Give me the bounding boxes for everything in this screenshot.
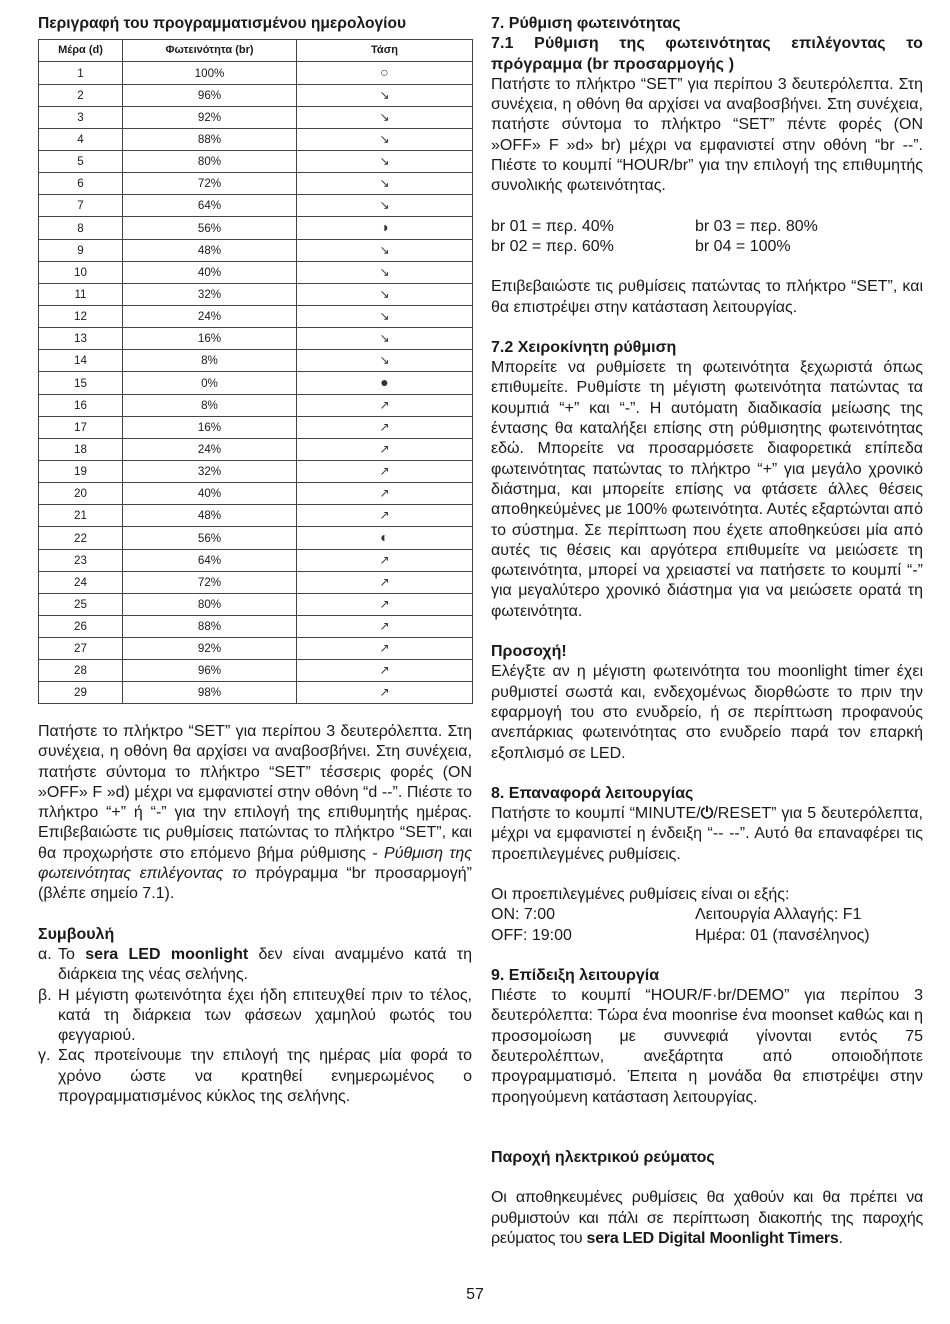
trend-cell — [297, 151, 473, 173]
table-row — [39, 62, 473, 85]
trend-cell — [297, 461, 473, 483]
caution-text: Ελέγξτε αν η μέγιστη φωτεινότητα του moonlight timer έχει ρυθμιστεί σωστά και, ενδεχομένως διορθώστε το πριν την εφαρμογή του στο ενυδρείο, ή σε περίπτωση προφανούς ανεπάρκιας φωτεινότητας στο ενυδρείο παρά τον επαρκή εξοπλισμό σε LED. — [491, 663, 923, 762]
br-level-04: br 04 = 100% — [695, 237, 791, 255]
day-cell: 24 — [39, 572, 123, 594]
table-row — [39, 638, 473, 660]
day-cell: 14 — [39, 350, 123, 372]
trend-cell — [297, 107, 473, 129]
brightness-cell: 96% — [123, 660, 297, 682]
default-mode: Λειτουργία Αλλαγής: F1 — [695, 906, 862, 924]
table-row — [39, 195, 473, 217]
day-cell: 29 — [39, 682, 123, 704]
new-moon-icon: ● — [380, 374, 389, 390]
arrow-up-right-icon: ↗ — [379, 641, 390, 655]
arrow-up-right-icon: ↗ — [379, 420, 390, 434]
tip-item — [38, 945, 472, 986]
defaults-list — [491, 905, 923, 946]
table-row — [39, 660, 473, 682]
brightness-cell: 8% — [123, 395, 297, 417]
brightness-cell: 80% — [123, 594, 297, 616]
trend-cell — [297, 129, 473, 151]
br-level-02: br 02 = περ. 60% — [491, 237, 614, 255]
page-number: 57 — [466, 1286, 484, 1303]
trend-cell — [297, 350, 473, 372]
table-row — [39, 483, 473, 505]
trend-cell — [297, 328, 473, 350]
brightness-cell: 56% — [123, 527, 297, 550]
tip-marker: α. — [38, 945, 52, 963]
arrow-up-right-icon: ↗ — [379, 597, 390, 611]
table-row — [39, 173, 473, 195]
arrow-up-right-icon: ↗ — [379, 619, 390, 633]
power-supply-text-post: . — [838, 1229, 843, 1247]
day-cell: 2 — [39, 85, 123, 107]
arrow-down-right-icon: ↘ — [379, 176, 390, 190]
power-supply-title: Παροχή ηλεκτρικού ρεύματος — [491, 1148, 715, 1166]
day-cell: 25 — [39, 594, 123, 616]
section-7-2-text: Μπορείτε να ρυθμίσετε τη φωτεινότητα ξεχωριστά όπως επιθυμείτε. Ρυθμίστε τη μέγιστη φωτεινότητα πατώντας τα κουμπιά “+” και “-”. Η αυτόματη διαδικασία μείωσης της έντασης θα καταλήξει επίσης στη ρύθμισητης φωτεινότητας εδώ. Μπορείτε να προσαρμόσετε διαφορετικά επίπεδα φωτεινότητας πατώντας το πλήκτρο “+” για μεγάλο χρονικό διάστημα, και μπορείτε επίσης να φτάσετε άλλες θέσεις αποθηκεύμένες με 100% φωτεινότητα. Αυτές εξαρτώνται από το σύστημα. Σε περίπτωση που έχετε αποθηκεύσει μία από αυτές τις θέσεις και αργότερα επιθυμείτε να μειώσετε τη φωτεινότητα, μπορεί να χρειαστεί να πατήσετε το κουμπί “-” για μεγαλύτερο χρονικό διάστημα για να μειώσετε ορατά τη φωτεινότητα. — [491, 359, 923, 620]
tip-text-pre: Το — [58, 945, 86, 963]
section-9-title: 9. Επίδειξη λειτουργία — [491, 966, 660, 984]
set-day-text: Πατήστε το πλήκτρο “SET” για περίπου 3 δευτερόλεπτα. Στη συνέχεια, η οθόνη θα αρχίσει να αναβοσβήνει. Στη συνέχεια, πατήστε σύντομα το πλήκτρο “SET” τέσσερις φορές (ON »OFF» F »d) μέχρι να εμφανιστεί στην οθόνη “d --”. Πιέστε το πλήκτρο “+” ή “-” για την επιλογή της επιθυμητής ημέρας. Επιβεβαιώστε τις ρυθμίσεις πατώντας το πλήκτρο “SET”, και θα προχωρήστε στο επόμενο βήμα ρύθμισης - — [38, 723, 472, 862]
section-7-1-confirm: Επιβεβαιώστε τις ρυθμίσεις πατώντας το πλήκτρο “SET”, και θα επιστρέψει στην κατάσταση λειτουργίας. — [491, 278, 923, 316]
trend-cell — [297, 550, 473, 572]
table-row — [39, 372, 473, 395]
brightness-cell: 24% — [123, 439, 297, 461]
arrow-up-right-icon: ↗ — [379, 508, 390, 522]
table-row — [39, 616, 473, 638]
brightness-cell: 88% — [123, 129, 297, 151]
brightness-cell: 96% — [123, 85, 297, 107]
table-row — [39, 350, 473, 372]
day-cell: 26 — [39, 616, 123, 638]
day-cell: 20 — [39, 483, 123, 505]
tip-text — [58, 945, 472, 986]
trend-cell — [297, 417, 473, 439]
brightness-cell: 100% — [123, 62, 297, 85]
section-8-text — [491, 804, 923, 865]
brightness-cell: 56% — [123, 217, 297, 240]
trend-cell — [297, 395, 473, 417]
day-cell: 12 — [39, 306, 123, 328]
table-row — [39, 284, 473, 306]
brightness-cell: 48% — [123, 505, 297, 527]
arrow-up-right-icon: ↗ — [379, 553, 390, 567]
trend-cell — [297, 284, 473, 306]
brightness-cell: 8% — [123, 350, 297, 372]
day-cell: 5 — [39, 151, 123, 173]
arrow-up-right-icon: ↗ — [379, 398, 390, 412]
brightness-cell: 92% — [123, 638, 297, 660]
trend-cell — [297, 572, 473, 594]
tip-marker: γ. — [38, 1047, 51, 1065]
trend-cell — [297, 638, 473, 660]
table-row — [39, 262, 473, 284]
brightness-cell: 40% — [123, 262, 297, 284]
set-day-italic: Ρύθμιση της φωτεινότητας επιλέγοντας το — [38, 844, 473, 883]
trend-cell — [297, 262, 473, 284]
day-cell: 21 — [39, 505, 123, 527]
trend-cell — [297, 660, 473, 682]
brightness-cell: 32% — [123, 284, 297, 306]
day-cell: 1 — [39, 62, 123, 85]
left-column — [38, 14, 472, 1107]
table-row — [39, 129, 473, 151]
caution-title: Προσοχή! — [491, 643, 567, 661]
day-cell: 15 — [39, 372, 123, 395]
arrow-down-right-icon: ↘ — [379, 88, 390, 102]
table-row — [39, 395, 473, 417]
tip-text-bold: sera LED moonlight — [85, 945, 249, 963]
table-header-row — [39, 40, 473, 62]
brightness-cell: 16% — [123, 328, 297, 350]
full-moon-icon: ○ — [380, 64, 389, 80]
day-cell: 16 — [39, 395, 123, 417]
default-day: Ημέρα: 01 (πανσέληνος) — [695, 926, 870, 944]
day-cell: 7 — [39, 195, 123, 217]
brightness-cell: 40% — [123, 483, 297, 505]
set-day-paragraph — [38, 722, 472, 905]
table-row — [39, 527, 473, 550]
day-cell: 28 — [39, 660, 123, 682]
trend-cell — [297, 85, 473, 107]
section-8-text-pre: Πατήστε το κουμπί “MINUTE/ — [491, 805, 701, 823]
calendar-body — [39, 62, 473, 704]
trend-cell — [297, 240, 473, 262]
tip-text-post: δεν είναι αναμμένο κατά τη διάρκεια της νέας σελήνης. — [58, 945, 473, 984]
table-row — [39, 439, 473, 461]
br-levels — [491, 217, 923, 258]
arrow-up-right-icon: ↗ — [379, 442, 390, 456]
table-row — [39, 417, 473, 439]
header-trend: Τάση — [297, 40, 473, 62]
calendar-table — [38, 39, 473, 704]
trend-cell — [297, 217, 473, 240]
day-cell: 18 — [39, 439, 123, 461]
day-cell: 11 — [39, 284, 123, 306]
defaults-intro: Οι προεπιλεγμένες ρυθμίσεις είναι οι εξής: — [491, 885, 790, 903]
arrow-down-right-icon: ↘ — [379, 243, 390, 257]
day-cell: 27 — [39, 638, 123, 660]
table-row — [39, 85, 473, 107]
brightness-cell: 24% — [123, 306, 297, 328]
tip-text — [58, 986, 472, 1047]
trend-cell — [297, 439, 473, 461]
section-7-title: 7. Ρύθμιση φωτεινότητας — [491, 15, 681, 32]
trend-cell — [297, 505, 473, 527]
brightness-cell: 64% — [123, 550, 297, 572]
table-row — [39, 505, 473, 527]
trend-cell — [297, 483, 473, 505]
arrow-down-right-icon: ↘ — [379, 154, 390, 168]
power-icon: ⏻ — [700, 805, 714, 823]
trend-cell — [297, 306, 473, 328]
half-moon-icon: ◐ — [380, 529, 389, 545]
arrow-up-right-icon: ↗ — [379, 486, 390, 500]
table-row — [39, 461, 473, 483]
day-cell: 4 — [39, 129, 123, 151]
header-day: Μέρα (d) — [39, 40, 123, 62]
default-off: OFF: 19:00 — [491, 926, 572, 944]
arrow-down-right-icon: ↘ — [379, 309, 390, 323]
day-cell: 10 — [39, 262, 123, 284]
arrow-down-right-icon: ↘ — [379, 287, 390, 301]
day-cell: 19 — [39, 461, 123, 483]
power-supply-product: sera LED Digital Moonlight Timers — [586, 1229, 839, 1247]
table-row — [39, 572, 473, 594]
section-8-title: 8. Επαναφορά λειτουργίας — [491, 784, 694, 802]
brightness-cell: 32% — [123, 461, 297, 483]
table-row — [39, 550, 473, 572]
arrow-down-right-icon: ↘ — [379, 265, 390, 279]
br-level-03: br 03 = περ. 80% — [695, 217, 818, 235]
trend-cell — [297, 173, 473, 195]
brightness-cell: 48% — [123, 240, 297, 262]
trend-cell — [297, 62, 473, 85]
day-cell: 8 — [39, 217, 123, 240]
br-level-01: br 01 = περ. 40% — [491, 217, 614, 235]
half-moon-icon: ◑ — [380, 219, 389, 235]
day-cell: 6 — [39, 173, 123, 195]
brightness-cell: 0% — [123, 372, 297, 395]
right-column — [491, 14, 923, 1249]
tip-item — [38, 986, 472, 1047]
arrow-down-right-icon: ↘ — [379, 110, 390, 124]
arrow-down-right-icon: ↘ — [379, 331, 390, 345]
brightness-cell: 98% — [123, 682, 297, 704]
tip-item — [38, 1046, 472, 1107]
trend-cell — [297, 527, 473, 550]
table-row — [39, 151, 473, 173]
section-8-text-post: /RESET” για 5 δευτερόλεπτα, μέχρι να εμφανιστεί η ένδειξη “-- --”. Αυτό θα επαναφέρει τις προεπιλεγμένες ρυθμίσεις. — [491, 805, 923, 863]
table-row — [39, 328, 473, 350]
brightness-cell: 80% — [123, 151, 297, 173]
trend-cell — [297, 616, 473, 638]
table-row — [39, 682, 473, 704]
day-cell: 9 — [39, 240, 123, 262]
section-7-1-title: 7.1 Ρύθμιση της φωτεινότητας επιλέγοντας το πρόγραμμα (br προσαρμογής ) — [491, 35, 923, 73]
brightness-cell: 88% — [123, 616, 297, 638]
arrow-down-right-icon: ↘ — [379, 353, 390, 367]
section-7-1-text: Πατήστε το πλήκτρο “SET” για περίπου 3 δευτερόλεπτα. Στη συνέχεια, η οθόνη θα αρχίσει να αναβοσβήνει. Στη συνέχεια, πατήστε σύντομα το πλήκτρο “SET” πέντε φορές (ON »OFF» F »d» br) μέχρι να εμφανιστεί στην οθόνη “br --”. Πιέστε το κουμπί “HOUR/br” για την επιλογή της επιθυμητής συνολικής φωτεινότητας. — [491, 75, 923, 195]
brightness-cell: 16% — [123, 417, 297, 439]
arrow-up-right-icon: ↗ — [379, 685, 390, 699]
day-cell: 3 — [39, 107, 123, 129]
arrow-down-right-icon: ↘ — [379, 132, 390, 146]
header-brightness: Φωτεινότητα (br) — [123, 40, 297, 62]
day-cell: 23 — [39, 550, 123, 572]
brightness-cell: 72% — [123, 173, 297, 195]
table-row — [39, 217, 473, 240]
tip-marker: β. — [38, 986, 52, 1004]
section-9-text: Πιέστε το κουμπί “HOUR/F·br/DEMO” για περίπου 3 δευτερόλεπτα: Τώρα ένα moonrise ένα moonset καθώς και η προσομοίωση με συννεφιά γίνονται εντός 75 δευτερολέπτων, ανεξάρτητα από οποιοδήποτε προγραμματισμό. Έπειτα η μονάδα θα επιστρέψει στην προηγούμενη κατάσταση λειτουργίας. — [491, 987, 923, 1106]
power-supply-text — [491, 1188, 923, 1249]
day-cell: 13 — [39, 328, 123, 350]
trend-cell — [297, 682, 473, 704]
table-row — [39, 240, 473, 262]
tip-text — [58, 1046, 472, 1107]
power-supply-text-pre: Οι αποθηκευμένες ρυθμίσεις θα χαθούν και θα πρέπει να ρυθμιστούν και πάλι σε περίπτωση διακοπής της παροχής ρεύματος του — [491, 1189, 923, 1247]
section-7-2-title: 7.2 Χειροκίνητη ρύθμιση — [491, 338, 677, 356]
brightness-cell: 72% — [123, 572, 297, 594]
set-day-tail: πρόγραμμα “br προσαρμογή” (βλέπε σημείο 7.1). — [38, 865, 473, 903]
default-on: ON: 7:00 — [491, 906, 556, 924]
calendar-title: Περιγραφή του προγραμματισμένου ημερολογίου — [38, 15, 407, 32]
day-cell: 17 — [39, 417, 123, 439]
arrow-down-right-icon: ↘ — [379, 198, 390, 212]
trend-cell — [297, 594, 473, 616]
tip-text-pre: Σας προτείνουμε την επιλογή της ημέρας μία φορά το χρόνο ώστε να κρατηθεί ενημερωμένος ο προγραμματισμένος κύκλος της σελήνης. — [58, 1047, 472, 1106]
arrow-up-right-icon: ↗ — [379, 663, 390, 677]
table-row — [39, 306, 473, 328]
day-cell: 22 — [39, 527, 123, 550]
arrow-up-right-icon: ↗ — [379, 575, 390, 589]
tip-text-pre: Η μέγιστη φωτεινότητα έχει ήδη επιτευχθεί πριν το τέλος, κατά τη διάρκεια των φάσεων χαμηλού φωτός του φεγγαριού. — [58, 986, 472, 1045]
tip-heading: Συμβουλή — [38, 925, 115, 943]
tip-list — [38, 945, 472, 1107]
arrow-up-right-icon: ↗ — [379, 464, 390, 478]
brightness-cell: 64% — [123, 195, 297, 217]
table-row — [39, 594, 473, 616]
brightness-cell: 92% — [123, 107, 297, 129]
table-row — [39, 107, 473, 129]
trend-cell — [297, 195, 473, 217]
trend-cell — [297, 372, 473, 395]
